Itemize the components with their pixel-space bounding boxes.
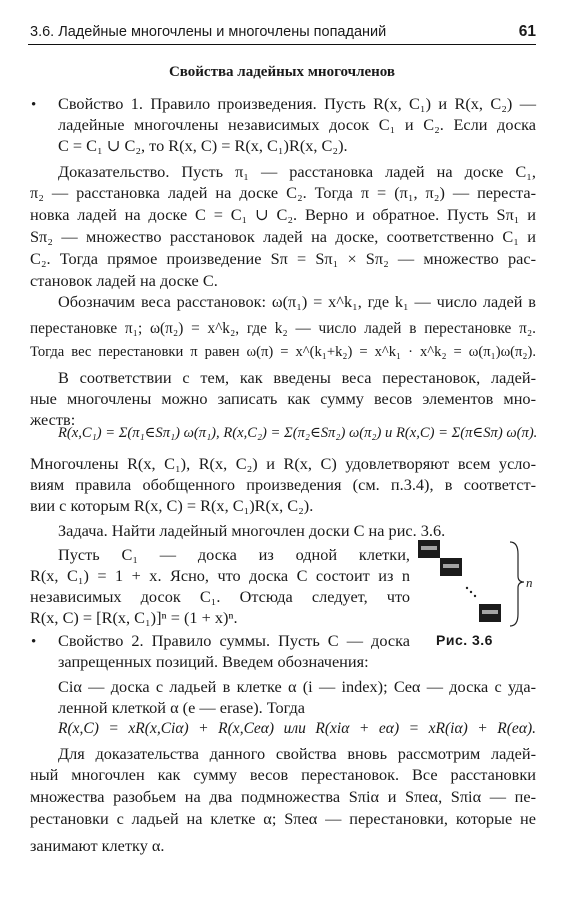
text-line: Свойство 2. Правило суммы. Пусть C — доска [58, 631, 410, 650]
text-line: Тогда вес перестановки π равен ω(π) = x^(k₁+k₂) = x^k₁ · x^k₂ = ω(π₁)ω(π₂). [30, 344, 536, 360]
text-line: независимых досок C₁. Отсюда следует, что [30, 587, 410, 606]
text-line: ленной клеткой α (e — erase). Тогда [58, 698, 305, 717]
text-line: C = C₁ ∪ C₂, то R(x, C) = R(x, C₁)R(x, C₂). [58, 136, 348, 155]
text-line: становок ладей на доске C. [30, 271, 218, 290]
text-line: ный многочлен как сумму весов перестановок. Все расстановки [30, 765, 536, 784]
text-line: Пусть C₁ — доска из одной клетки, [58, 545, 410, 564]
bullet-marker: • [31, 634, 37, 650]
text-line: Sπ₂ — множество расстановок ладей на доске, соответственно C₁ и [30, 227, 536, 246]
task-line: Задача. Найти ладейный многочлен доски C на рис. 3.6. [58, 521, 446, 540]
brace-label: n [526, 575, 533, 590]
sum-rule-formula: R(x,C) = xR(x,Ciα) + R(x,Ceα) или R(xiα + eα) = xR(iα) + R(eα). [58, 720, 536, 737]
text-line: Свойство 1. Правило произведения. Пусть R(x, C₁) и R(x, C₂) — [58, 94, 536, 113]
figure-caption: Рис. 3.6 [436, 632, 493, 648]
sum-formula: R(x,C₁) = Σ(π₁∈Sπ₁) ω(π₁), R(x,C₂) = Σ(π₂∈Sπ₂) ω(π₂) и R(x,C) = Σ(π∈Sπ) ω(π). [58, 425, 538, 441]
text-line: новка ладей на доске C = C₁ ∪ C₂. Верно и обратное. Пусть Sπ₁ и [30, 205, 536, 224]
text-line: ладейные многочлены независимых досок C₁ и C₂. Если доска [58, 115, 536, 134]
text-line: перестановке π₁; ω(π₂) = x^k₂, где k₂ — число ладей в перестановке π₂. [30, 320, 536, 337]
section-title: Свойства ладейных многочленов [168, 64, 396, 80]
text-line: множества разобьем на два подмножества Sπiα и Sπeα, Sπiα — пе- [30, 787, 536, 806]
text-line: π₂ — расстановка ладей на доске C₂. Тогда π = (π₁, π₂) — переста- [30, 183, 536, 202]
text-line: виям правила обобщенного произведения (см. п.3.4), в соответст- [30, 475, 536, 494]
text-line: жеств: [30, 410, 76, 429]
ellipsis-dot [470, 591, 472, 593]
right-brace [510, 542, 524, 626]
text-line: R(x, C) = [R(x, C₁)]ⁿ = (1 + x)ⁿ. [30, 608, 238, 627]
text-line: В соответствии с тем, как введены веса перестановок, ладей- [58, 368, 536, 387]
running-header [30, 22, 536, 44]
page-number: 61 [518, 23, 536, 40]
text-line: Доказательство. Пусть π₁ — расстановка ладей на доске C₁, [58, 162, 536, 181]
bullet-marker: • [31, 97, 37, 113]
ellipsis-dot [466, 587, 468, 589]
text-line: Для доказательства данного свойства вновь рассмотрим ладей- [58, 744, 536, 763]
text-line: вии с которым R(x, C) = R(x, C₁)R(x, C₂). [30, 496, 314, 515]
ellipsis-dot [474, 595, 476, 597]
text-line: ные многочлены можно записать как сумму весов элементов мно- [30, 389, 536, 408]
text-line: занимают клетку α. [30, 836, 165, 855]
section-heading: 3.6. Ладейные многочлены и многочлены попаданий [30, 24, 387, 40]
text-line: R(x, C₁) = 1 + x. Ясно, что доска C состоит из n [30, 566, 410, 585]
text-line: рестановки с ладьей на клетке α; Sπeα — перестановки, которые не [30, 809, 536, 828]
text-line: Обозначим веса расстановок: ω(π₁) = x^k₁, где k₁ — число ладей в [58, 292, 536, 311]
text-line: запрещенных позиций. Введем обозначения: [58, 652, 369, 671]
board-figure [418, 540, 536, 632]
text-line: C₂. Тогда прямое произведение Sπ = Sπ₁ × Sπ₂ — множество рас- [30, 249, 536, 268]
text-line: Многочлены R(x, C₁), R(x, C₂) и R(x, C) удовлетворяют всем усло- [30, 454, 536, 473]
header-rule [28, 44, 536, 45]
text-line: Ciα — доска с ладьей в клетке α (i — index); Ceα — доска с уда- [58, 677, 536, 696]
